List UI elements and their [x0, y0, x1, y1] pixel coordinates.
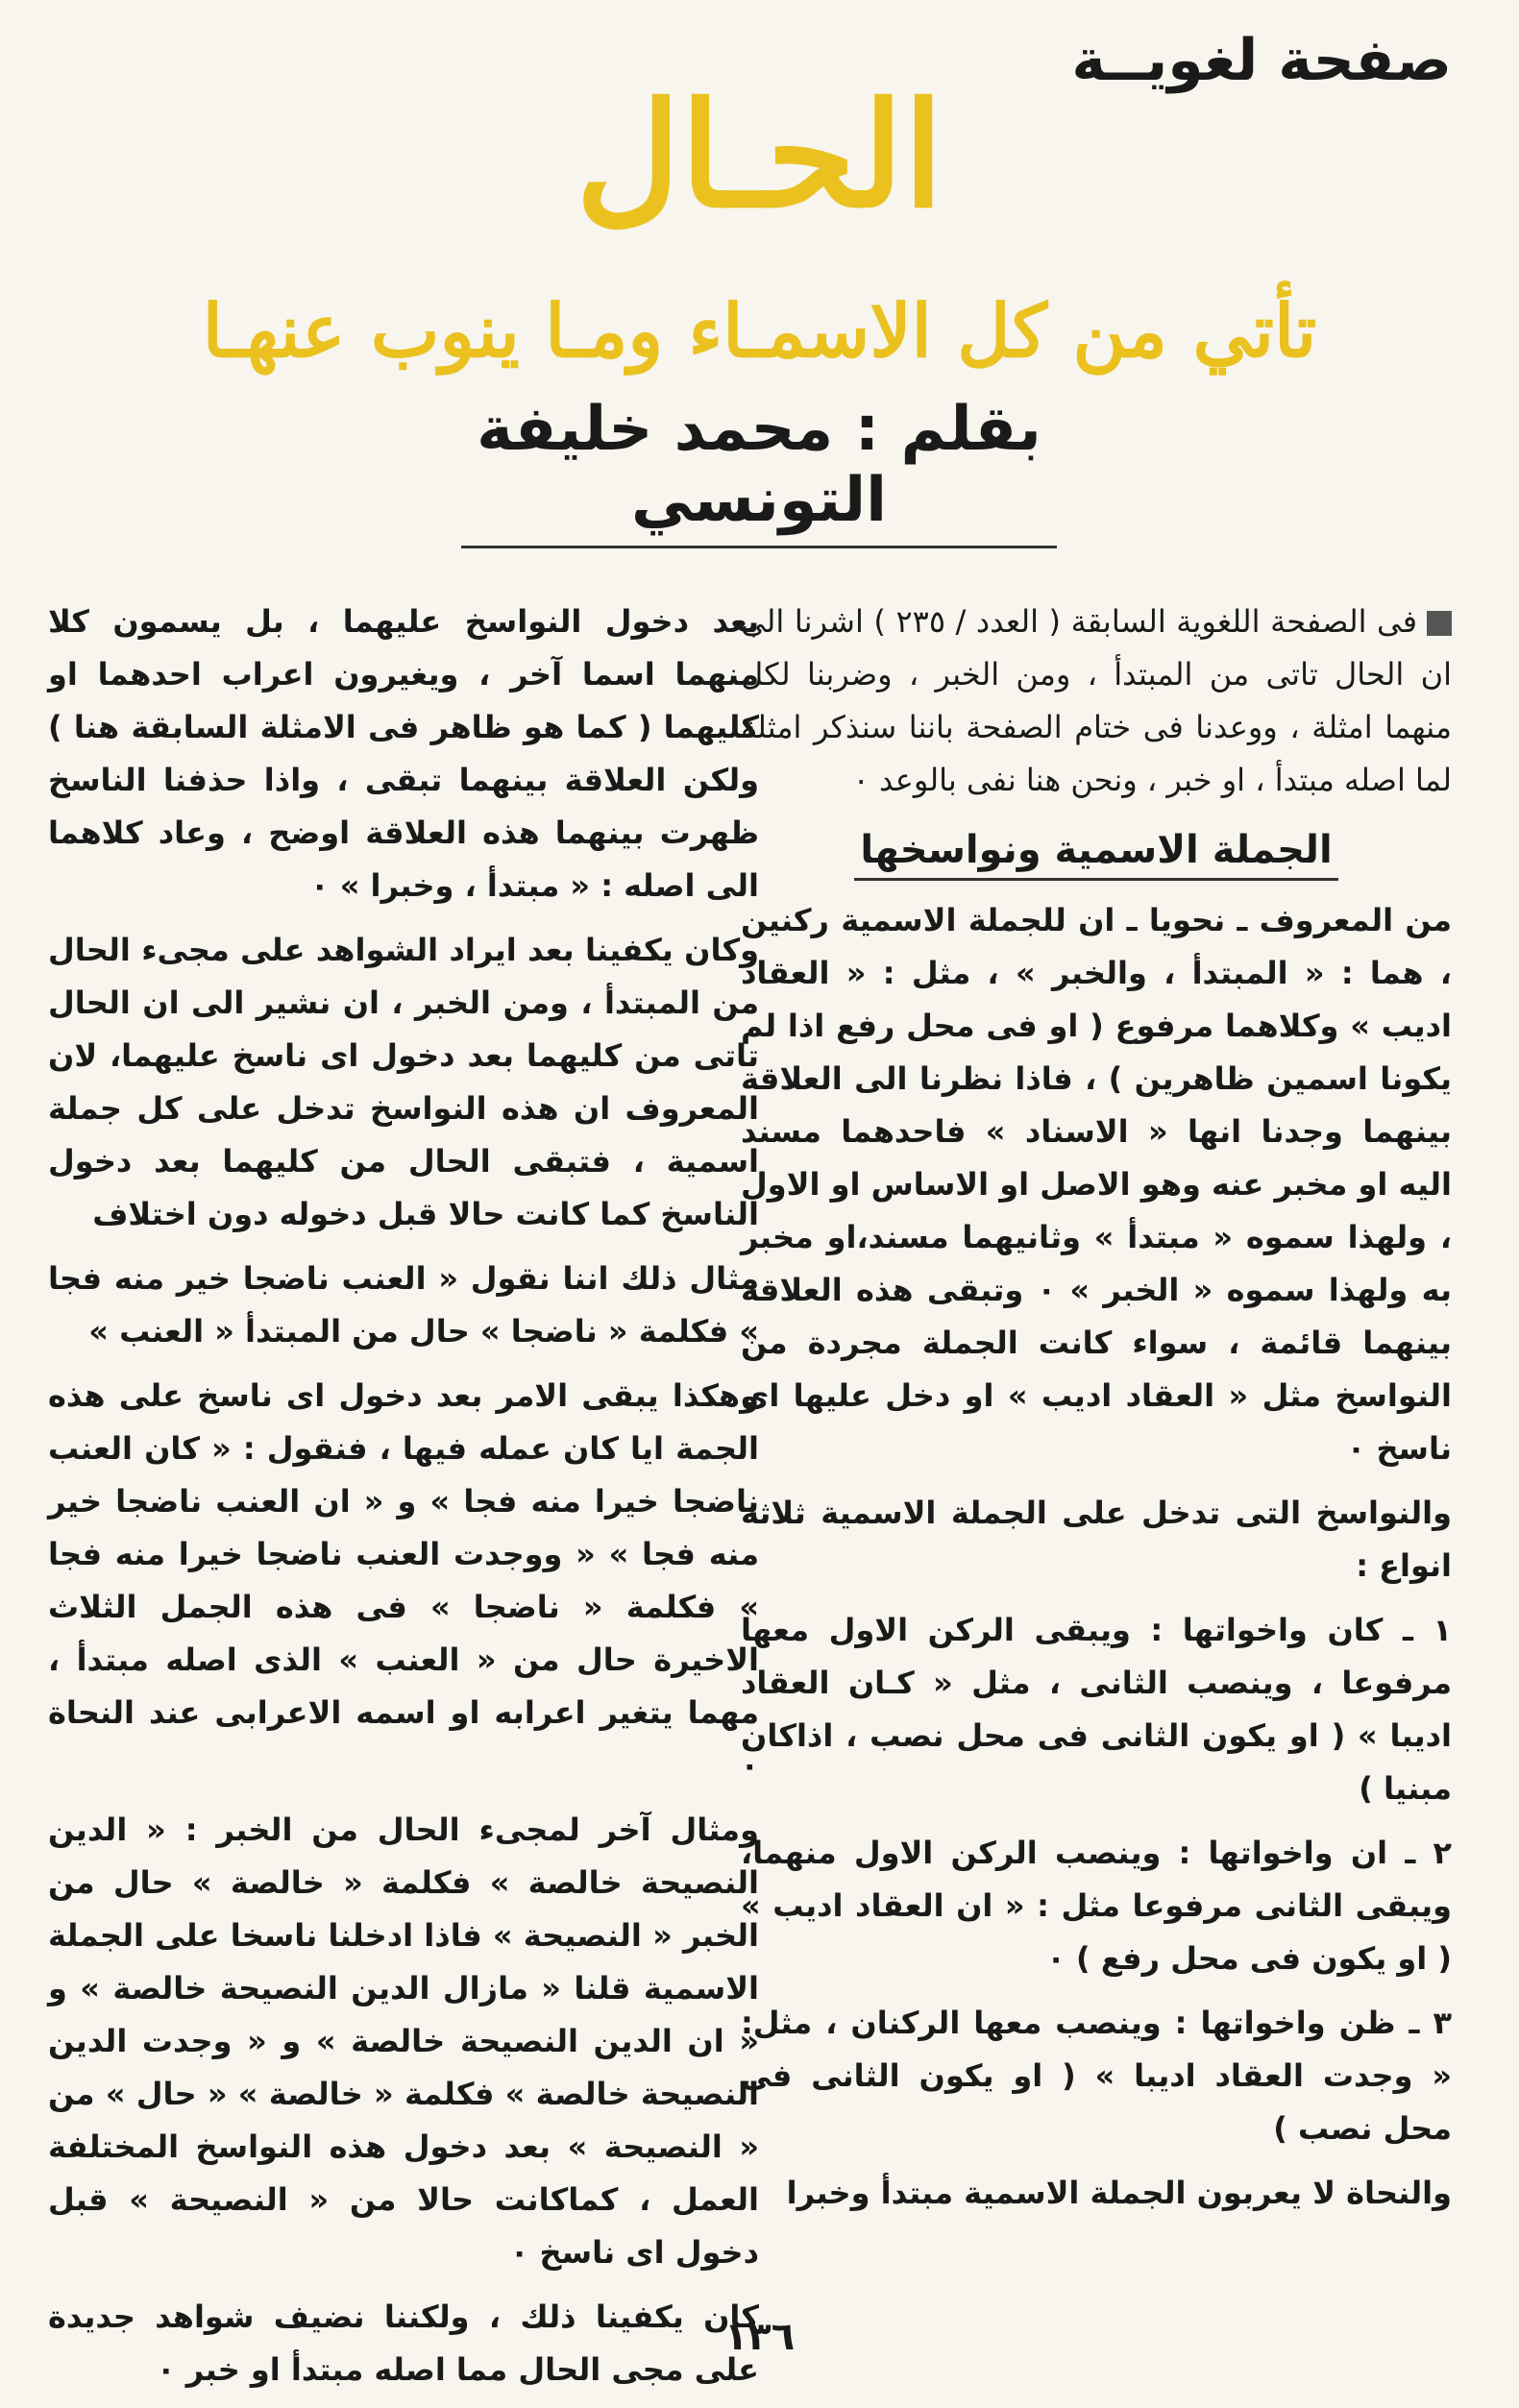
paragraph: مثال ذلك اننا نقول « العنب ناضجا خير منه فجا » فكلمة « ناضجا » حال من المبتدأ « العنب »	[48, 1260, 759, 1350]
paragraph: والنحاة لا يعربون الجملة الاسمية مبتدأ وخبرا	[786, 2175, 1452, 2211]
section-heading: الجملة الاسمية ونواسخها	[741, 824, 1452, 877]
paragraph: وهكذا يبقى الامر بعد دخول اى ناسخ على هذه الجمة ايا كان عمله فيها ، فنقول : « كان العنب ناضجا خيرا منه فجا » و « ان العنب ناضجا خير منه فجا » « ووجدت العنب ناضجا خيرا منه فجا » فكلمة « ناضجا » فى هذه الجمل الثلاث الاخيرة حال من « العنب » الذى اصله مبتدأ ، مهما يتغير اعرابه او اسمه الاعرابى عند النحاة ٠	[48, 1377, 759, 1784]
article-title: الحـال	[576, 71, 943, 240]
paragraph: ومثال آخر لمجىء الحال من الخبر : « الدين النصيحة خالصة » فكلمة « خالصة » حال من الخبر « النصيحة » فاذا ادخلنا ناسخا على الجملة الاسمية قلنا « مازال الدين النصيحة خالصة » و « ان الدين النصيحة خالصة » و « وجدت الدين النصيحة خالصة » فكلمة « خالصة » « حال » من « النصيحة » بعد دخول هذه النواسخ المختلفة العمل ، كماكانت حالا من « النصيحة » قبل دخول اى ناسخ ٠	[48, 1812, 759, 2271]
list-item: ١ ـ كان واخواتها : ويبقى الركن الاول معها مرفوعا ، وينصب الثانى ، مثل « كـان العقاد اديبا » ( او يكون الثانى فى محل نصب ، اذاكان مبنيا )	[741, 1612, 1452, 1807]
page-number: ١٣٦	[723, 2315, 796, 2359]
paragraph: كان يكفينا ذلك ، ولكننا نضيف شواهد جديدة على مجى الحال مما اصله مبتدأ او خبر ٠	[48, 2299, 759, 2388]
list-item: ٢ ـ ان واخواتها : وينصب الركن الاول منهما، ويبقى الثانى مرفوعا مثل : « ان العقاد اديب » ( او يكون فى محل رفع ) ٠	[741, 1835, 1452, 1977]
paragraph: وكان يكفينا بعد ايراد الشواهد على مجىء الحال من المبتدأ ، ومن الخبر ، ان نشير الى ان الحال تاتى من كليهما بعد دخول اى ناسخ عليهما، لان المعروف ان هذه النواسخ تدخل على كل جملة اسمية ، فتبقى الحال من كليهما بعد دخول الناسخ كما كانت حالا قبل دخوله دون اختلاف	[48, 932, 759, 1232]
paragraph: بعد دخول النواسخ عليهما ، بل يسمون كلا منهما اسما آخر ، ويغيرون اعراب احدهما او كليهما ( كما هو ظاهر فى الامثلة السابقة هنا ) ولكن العلاقة بينهما تبقى ، واذا حذفنا الناسخ ظهرت بينهما هذه العلاقة اوضح ، وعاد كلاهما الى اصله : « مبتدأ ، وخبرا » ٠	[48, 603, 759, 904]
paragraph: والنواسخ التى تدخل على الجملة الاسمية ثلاثة انواع :	[741, 1495, 1452, 1584]
byline: بقلم : محمد خليفة التونسي	[461, 394, 1057, 548]
left-column	[48, 596, 759, 2408]
section-label: صفحة لغويــة	[1071, 27, 1452, 94]
paragraph: من المعروف ـ نحويا ـ ان للجملة الاسمية ركنين ، هما : « المبتدأ ، والخبر » ، مثل : « العقاد اديب » وكلاهما مرفوع ( او فى محل رفع اذا لم يكونا اسمين ظاهرين ) ، فاذا نظرنا الى العلاقة بينهما وجدنا انها « الاسناد » فاحدهما مسند اليه او مخبر عنه وهو الاصل او الاساس او الاول ، ولهذا سموه « مبتدأ » وثانيهما مسند،او مخبر به ولهذا سموه « الخبر » ٠ وتبقى هذه العلاقة بينهما قائمة ، سواء كانت الجملة مجردة من النواسخ مثل « العقاد اديب » او دخل عليها اى ناسخ ٠	[741, 902, 1453, 1467]
list-item: ٣ ـ ظن واخواتها : وينصب معها الركنان ، مثل: « وجدت العقاد اديبا » ( او يكون الثانى فى محل نصب )	[741, 2005, 1452, 2147]
right-column	[741, 596, 1452, 2231]
intro-paragraph: فى الصفحة اللغوية السابقة ( العدد / ٢٣٥ ) اشرنا الى ان الحال تاتى من المبتدأ ، ومن الخبر ، وضربنا لكل منهما امثلة ، ووعدنا فى ختام الصفحة باننا سنذكر امثلة لما اصله مبتدأ ، او خبر ، ونحن هنا نفى بالوعد ٠	[741, 603, 1452, 798]
square-bullet-icon	[1427, 611, 1452, 636]
article-subtitle: تأتي من كل الاسمـاء ومـا ينوب عنهـا	[202, 288, 1317, 374]
